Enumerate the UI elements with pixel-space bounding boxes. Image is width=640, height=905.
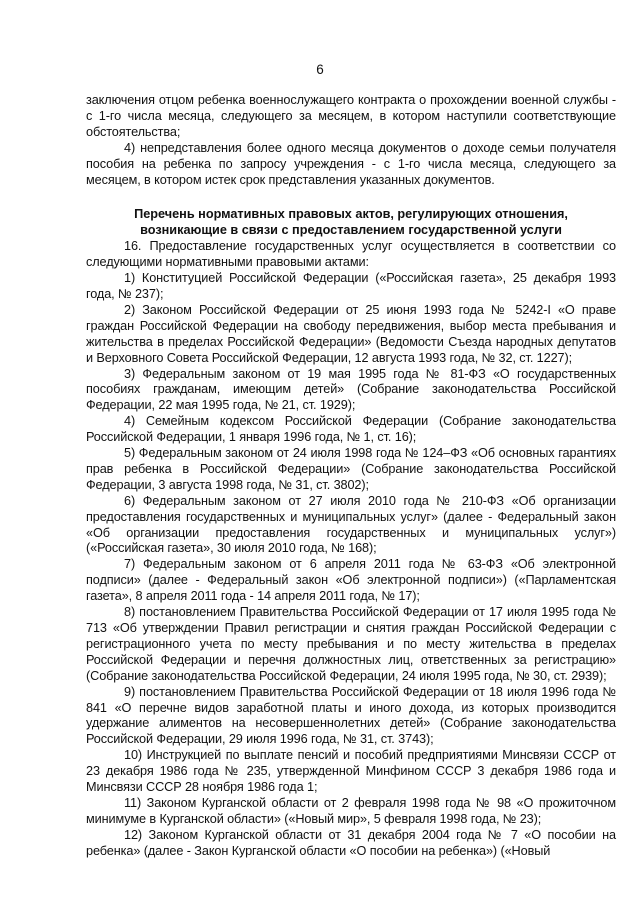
- section-heading-line-2: возникающие в связи с предоставлением государственной услуги: [140, 223, 562, 238]
- list-item-9: 9) постановлением Правительства Российской Федерации от 18 июля 1996 года № 841 «О перечне видов заработной платы и иного дохода, из которых производится удержание алиментов на несовершеннолетних детей» (Собрание законодательства Российской Федерации, 29 июля 1996 года, № 31, ст. 3743);: [86, 684, 616, 747]
- section-heading: [86, 207, 616, 239]
- list-item-3: 3) Федеральным законом от 19 мая 1995 года № 81-ФЗ «О государственных пособиях гражданам, имеющим детей» (Собрание законодательства Российской Федерации, 22 мая 1995 года, № 21, ст. 1929);: [86, 366, 616, 413]
- paragraph-continuation: заключения отцом ребенка военнослужащего контракта о прохождении военной службы - с 1-го числа месяца, следующего за месяцем, в котором наступили соответствующие обстоятельства;: [86, 93, 616, 139]
- list-item-11: 11) Законом Курганской области от 2 февраля 1998 года № 98 «О прожиточном минимуме в Курганской области» («Новый мир», 5 февраля 1998 года, № 23);: [86, 795, 616, 826]
- list-item-1: 1) Конституцией Российской Федерации («Российская газета», 25 декабря 1993 года, № 237);: [86, 271, 616, 301]
- list-item-6: 6) Федеральным законом от 27 июля 2010 года № 210-ФЗ «Об организации предоставления государственных и муниципальных услуг» (далее - Федеральный закон «Об организации предоставления государственных и муниципальных услуг») («Российская газета», 30 июля 2010 года, № 168);: [86, 493, 616, 556]
- list-item-10: 10) Инструкцией по выплате пенсий и пособий предприятиями Минсвязи СССР от 23 декабря 1986 года № 235, утвержденной Минфином СССР 3 декабря 1986 года и Минсвязи СССР 28 ноября 1986 года 1;: [86, 748, 616, 795]
- page-number: 6: [316, 62, 324, 77]
- list-item-2: 2) Законом Российской Федерации от 25 июня 1993 года № 5242-I «О праве граждан Российской Федерации на свободу передвижения, выбор места пребывания и жительства в пределах Российской Федерации» (Ведомости Съезда народных депутатов и Верховного Совета Российской Федерации, 12 августа 1993 года, № 32, ст. 1227);: [86, 302, 616, 365]
- list-item-4: 4) Семейным кодексом Российской Федерации (Собрание законодательства Российской Федерации, 1 января 1996 года, № 1, ст. 16);: [86, 414, 616, 445]
- section-heading-line-1: Перечень нормативных правовых актов, регулирующих отношения,: [134, 207, 568, 222]
- list-item-5: 5) Федеральным законом от 24 июля 1998 года № 124–ФЗ «Об основных гарантиях прав ребенка в Российской Федерации» (Собрание законодательства Российской Федерации, 3 августа 1998 года, № 31, ст. 3802);: [86, 446, 616, 492]
- paragraph-16: 16. Предоставление государственных услуг осуществляется в соответствии со следующими нормативными правовыми актами:: [86, 239, 616, 270]
- list-item-12: 12) Законом Курганской области от 31 декабря 2004 года № 7 «О пособии на ребенка» (далее - Закон Курганской области «О пособии на ребенка») («Новый: [86, 827, 616, 858]
- paragraph-item-4: 4) непредставления более одного месяца документов о доходе семьи получателя пособия на ребенка по запросу учреждения - с 1-го числа месяца, следующего за месяцем, в котором истек срок представления указанных документов.: [86, 140, 616, 187]
- document-body: [86, 93, 616, 860]
- list-item-7: 7) Федеральным законом от 6 апреля 2011 года № 63-ФЗ «Об электронной подписи» (далее - Федеральный закон «Об электронной подписи») («Парламентская газета», 8 апреля 2011 года - 14 апреля 2011 года, № 17);: [86, 557, 616, 604]
- list-item-8: 8) постановлением Правительства Российской Федерации от 17 июля 1995 года № 713 «Об утверждении Правил регистрации и снятия граждан Российской Федерации с регистрационного учета по месту пребывания и по месту жительства в пределах Российской Федерации и перечня должностных лиц, ответственных за регистрацию» (Собрание законодательства Российской Федерации, 24 июля 1995 года, № 30, ст. 2939);: [86, 605, 616, 683]
